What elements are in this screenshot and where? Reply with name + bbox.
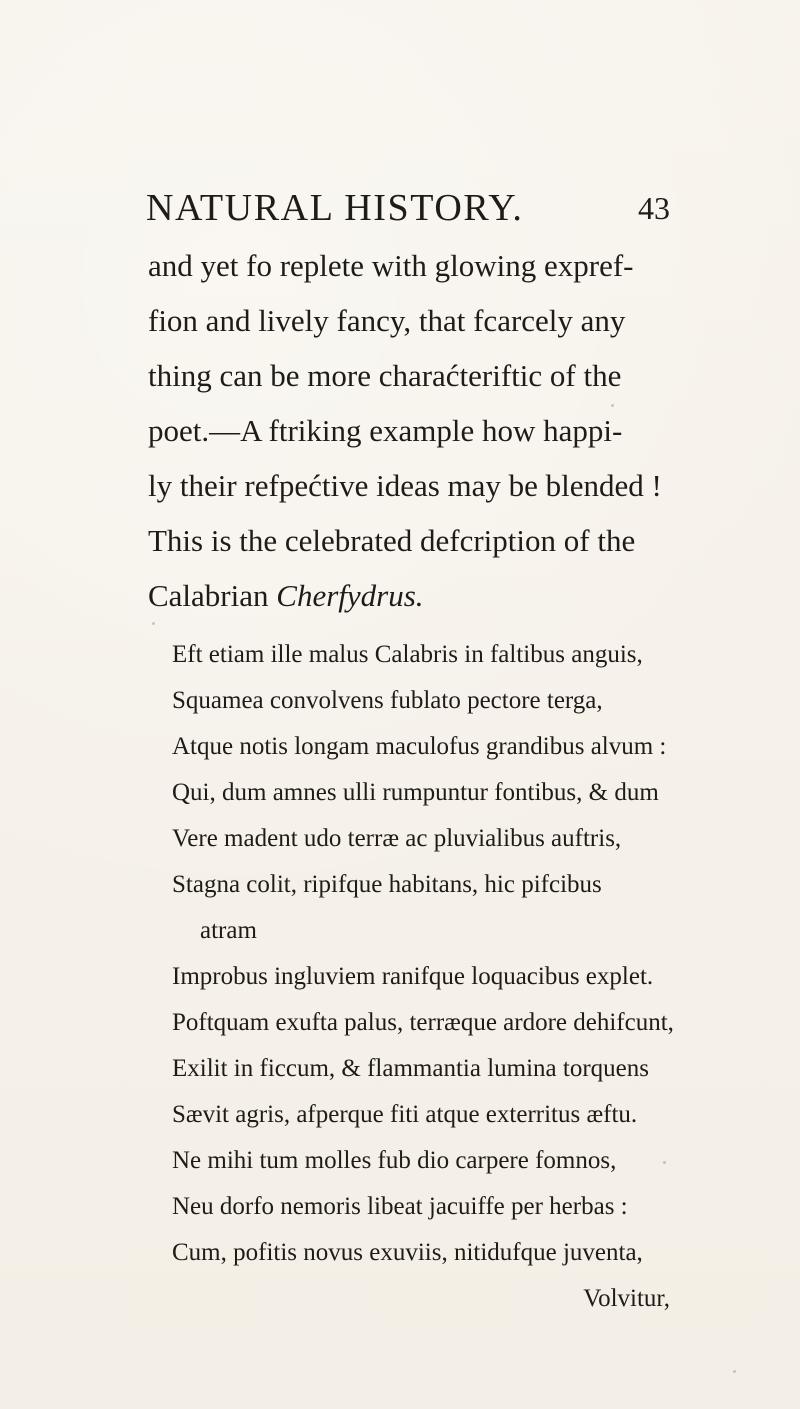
paper-speck <box>733 1370 736 1373</box>
latin-verse-quotation <box>172 632 672 1322</box>
italic-species-name: Cherfydrus. <box>276 578 424 613</box>
verse-line: Improbus ingluviem ranifque loquacibus explet. <box>172 963 654 990</box>
verse-line: Squamea convolvens fublato pectore terga, <box>172 687 603 714</box>
verse-line: Stagna colit, ripifque habitans, hic pifcibus <box>172 871 602 898</box>
verse-line: Neu dorfo nemoris libeat jacuiffe per herbas : <box>172 1193 628 1220</box>
verse-line: Atque notis longam maculofus grandibus alvum : <box>172 733 667 760</box>
paper-speck <box>663 1161 666 1164</box>
prose-line: ly their refpećtive ideas may be blended ! <box>148 468 662 503</box>
prose-line: fion and lively fancy, that fcarcely any <box>148 303 626 338</box>
paper-speck <box>611 404 614 407</box>
verse-line-runover: atram <box>200 917 257 944</box>
page-number: 43 <box>638 190 670 226</box>
verse-line: Cum, pofitis novus exuviis, nitidufque juventa, <box>172 1239 643 1266</box>
paper-speck <box>152 622 155 625</box>
prose-line: and yet fo replete with glowing expref- <box>148 248 634 283</box>
prose-line: poet.—A ftriking example how happi- <box>148 413 623 448</box>
verse-line: Eft etiam ille malus Calabris in faltibus anguis, <box>172 641 643 668</box>
catchword: Volvitur, <box>583 1285 670 1312</box>
verse-line: Ne mihi tum molles fub dio carpere fomnos, <box>172 1147 617 1174</box>
running-title: NATURAL HISTORY. <box>146 187 524 229</box>
prose-paragraph <box>148 238 668 623</box>
verse-line: Vere madent udo terræ ac pluvialibus auftris, <box>172 825 622 852</box>
verse-line: Qui, dum amnes ulli rumpuntur fontibus, & dum <box>172 779 659 806</box>
prose-line: This is the celebrated defcription of the <box>148 523 636 558</box>
prose-line: Calabrian Cherfydrus. <box>148 578 424 613</box>
verse-line: Sævit agris, afperque fiti atque exterritus æftu. <box>172 1101 638 1128</box>
prose-line: thing can be more charaćteriftic of the <box>148 358 622 393</box>
verse-line: Exilit in ficcum, & flammantia lumina torquens <box>172 1055 649 1082</box>
page-header <box>146 183 670 233</box>
verse-line: Poftquam exufta palus, terræque ardore dehifcunt, <box>172 1009 674 1036</box>
